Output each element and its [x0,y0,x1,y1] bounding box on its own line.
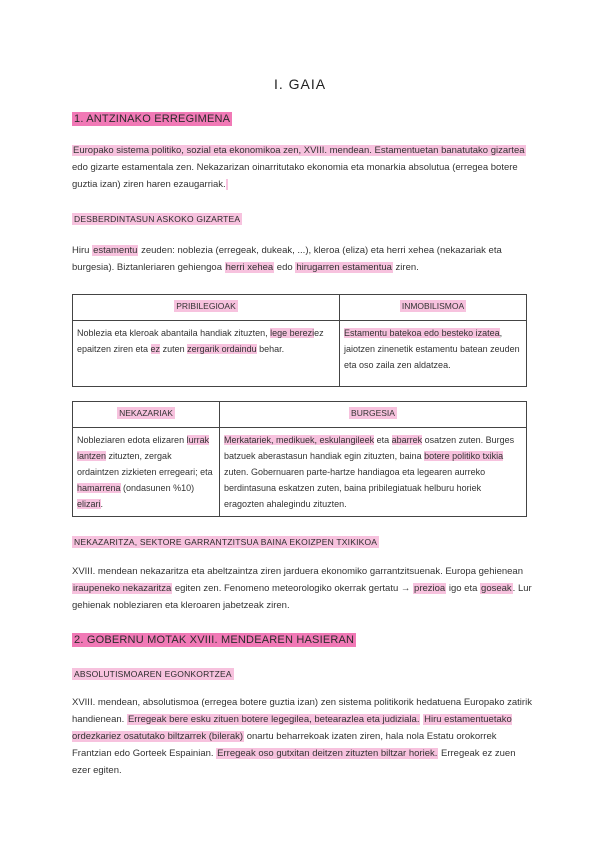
absolutism-paragraph [72,694,534,779]
privileges-table [72,294,527,387]
table-cell-immobility [340,321,527,387]
peasants-text-1: Nobleziaren edota elizaren [77,435,187,445]
estates-text-6: hirugarren estamentua [296,262,392,273]
peasants-text-7: . [100,499,104,509]
agriculture-text-3: egiten zen. Fenomeno meteorologiko okerrak gertatu → [172,583,414,594]
table-cell-bourgeoisie [220,428,527,517]
estates-text-1: Hiru [72,245,93,256]
agriculture-text-5: igo eta [446,583,481,594]
subheading-agriculture: NEKAZARITZA, SEKTORE GARRANTZITSUA BAINA EKOIZPEN TXIKIKOA [74,537,378,547]
privileges-text-2: lege berezi [270,328,315,338]
immobility-text-1: Estamentu batekoa edo besteko izatea [344,328,500,338]
section-2-heading: 2. GOBERNU MOTAK XVIII. MENDEAREN HASIERAN [74,634,355,646]
privileges-text-3: ez epaitzen ziren eta [77,328,324,354]
privileges-text-4: ez [150,344,161,354]
header-bourgeoisie-label: BURGESIA [351,408,395,418]
agriculture-text-6: goseak [481,583,512,594]
absolutism-text-2: Erregeak bere esku zituen botere legegilea, betearazlea eta judiziala. [127,714,420,725]
header-privileges-label: PRIBILEGIOAK [176,301,236,311]
intro-segment-2: edo gizarte estamentala zen. Nekazarizan oinarritutako ekonomia eta monarkia absolutua (erregea botere guztia izan) ziren haren ezaugarriak. [72,162,518,190]
peasants-text-6: elizari [77,499,101,509]
absolutism-text-6: Erregeak oso gutxitan deitzen zituzten biltzar horiek. [217,748,438,759]
peasants-text-4: hamarrena [77,483,121,493]
privileges-text-1: Noblezia eta kleroak abantaila handiak zituzten, [77,328,271,338]
absolutism-text-1: XVIII. mendean, absolutismoa (erregea botere guztia izan) zen sistema politikorik hedatuena Europako zatirik handienean. [72,697,532,725]
absolutism-text-4: Hiru estamentuetako ordezkariez osatutako biltzarrek (bilerak) [72,714,512,742]
section-1-intro [72,142,534,193]
agriculture-text-2: iraupeneko nekazaritza [73,583,172,594]
header-peasants-label: NEKAZARIAK [119,408,173,418]
page-title: I. GAIA [273,76,327,92]
absolutism-text-7: Erregeak ez zuen ezer egiten. [72,748,516,776]
intro-segment-3 [226,179,228,190]
subheading-social-inequality: DESBERDINTASUN ASKOKO GIZARTEA [74,214,241,224]
estates-text-5: edo [274,262,296,273]
estates-text-7: ziren. [392,262,419,273]
peasants-text-5: (ondasunen %10) [120,483,195,493]
agriculture-text-7: . Lur gehienak nobleziaren eta kleroaren jabetzeak ziren. [72,583,532,611]
estates-text-4: herri xehea [225,262,274,273]
estates-paragraph [72,242,534,276]
table-header-immobility [340,295,527,321]
table-header-bourgeoisie [220,402,527,428]
estates-text-3: zeuden: noblezia (erregeak, dukeak, ...), kleroa (eliza) eta herri xehea (nekazariak eta burgesia). Biztanleriaren gehiengoa [72,245,502,273]
bourgeoisie-text-2: eta [374,435,392,445]
bourgeoisie-text-5: botere politiko txikia [424,451,504,461]
table-header-peasants [73,402,220,428]
table-cell-peasants [73,428,220,517]
absolutism-text-5: onartu beharrekoak izaten ziren, hala nola Estatu orokorrek Frantzian edo Gorteek Espainian. [72,731,497,759]
peasants-text-3: zituzten, zergak ordaintzen zizkieten erregeari; eta [77,451,213,477]
intro-segment-1: Europako sistema politiko, sozial eta ekonomikoa zen, XVIII. mendean. Estamentuetan banatutako gizartea [73,145,525,156]
section-1-heading: 1. ANTZINAKO ERREGIMENA [74,113,231,125]
header-immobility-label: INMOBILISMOA [401,301,465,311]
agriculture-paragraph [72,563,534,614]
bourgeoisie-text-6: zuten. Gobernuaren parte-hartze handiagoa eta legearen aurreko berdintasuna eskatzen zuten, baina pribilegiatuak helburu horiek eragozten ahalegindu zituzten. [224,467,486,509]
classes-table [72,401,527,517]
bourgeoisie-text-4: osatzen zuten. Burges batzuek aberastasun handiak egin zituzten, baina [224,435,515,461]
immobility-text-2: , jaiotzen zinenetik estamentu batean zeuden eta oso zaila zen aldatzea. [344,328,520,370]
bourgeoisie-text-1: Merkatariek, medikuek, eskulangileek [224,435,375,445]
bourgeoisie-text-3: abarrek [391,435,423,445]
table-header-privileges [73,295,340,321]
agriculture-text-4: prezioa [414,583,446,594]
privileges-text-7: behar. [256,344,285,354]
table-cell-privileges [73,321,340,387]
privileges-text-5: zuten [160,344,188,354]
agriculture-text-1: XVIII. mendean nekazaritza eta abeltzaintza ziren jarduera ekonomiko garrantzitsuenak. Europa gehienean [72,566,523,577]
estates-text-2: estamentu [93,245,138,256]
privileges-text-6: zergarik ordaindu [187,344,257,354]
peasants-text-2: lurrak lantzen [77,435,210,461]
subheading-absolutism: ABSOLUTISMOAREN EGONKORTZEA [74,669,232,679]
